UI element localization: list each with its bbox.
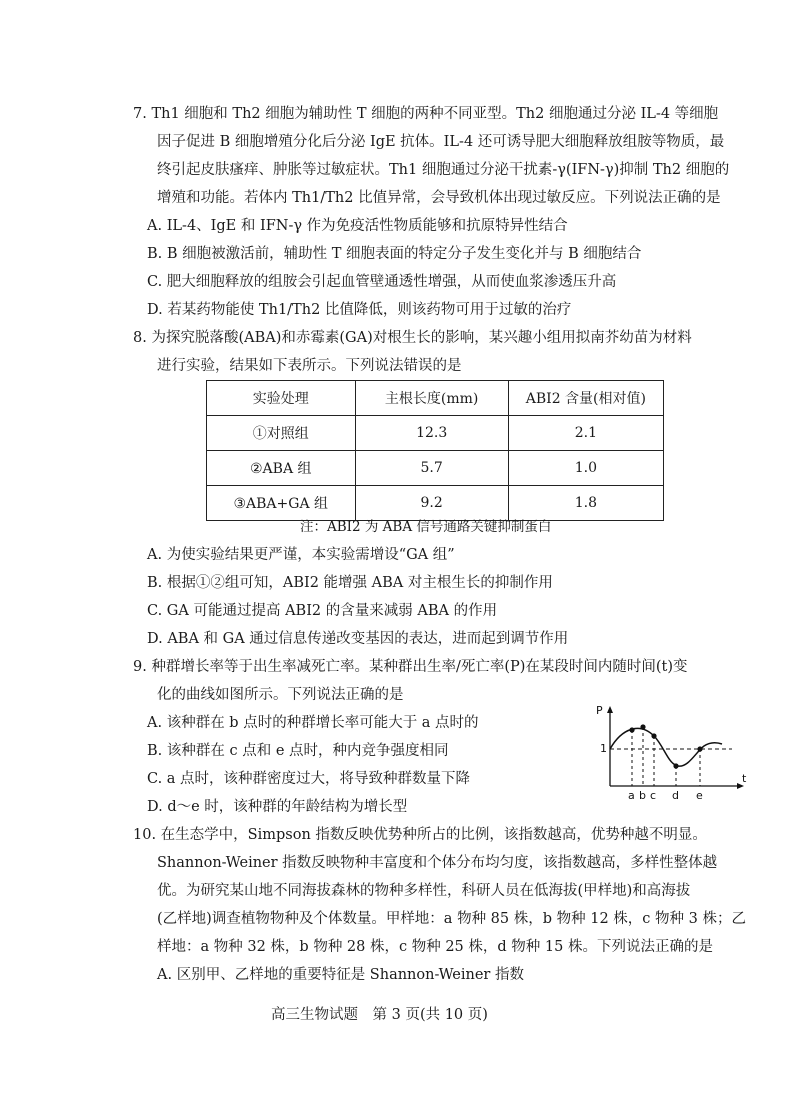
q8-stem-line-2: 进行实验，结果如下表所示。下列说法错误的是 bbox=[157, 358, 462, 374]
q7-option-d: D. 若某药物能使 Th1/Th2 比值降低，则该药物可用于过敏的治疗 bbox=[147, 302, 572, 318]
q8-option-c: C. GA 可能通过提高 ABI2 的含量来减弱 ABA 的作用 bbox=[147, 603, 498, 619]
q10-stem-line-5: 样地：a 物种 32 株，b 物种 28 株，c 物种 25 株，d 物种 15 株。下列说法正确的是 bbox=[157, 939, 713, 955]
table-cell: 1.8 bbox=[508, 486, 663, 521]
q10-stem-line-2: Shannon-Weiner 指数反映物种丰富度和个体分布均匀度，该指数越高，多样性整体越 bbox=[157, 855, 718, 871]
point-b bbox=[640, 724, 645, 729]
q9-option-a: A. 该种群在 b 点时的种群增长率可能大于 a 点时的 bbox=[147, 715, 479, 731]
q8-option-d: D. ABA 和 GA 通过信息传递改变基因的表达，进而起到调节作用 bbox=[147, 631, 569, 647]
reference-label: 1 bbox=[600, 742, 607, 755]
q9-option-d: D. d～e 时，该种群的年龄结构为增长型 bbox=[147, 799, 408, 815]
q8-option-b: B. 根据①②组可知，ABI2 能增强 ABA 对主根生长的抑制作用 bbox=[147, 575, 553, 591]
table-cell: 5.7 bbox=[355, 451, 508, 486]
page-footer: 高三生物试题 第 3 页(共 10 页) bbox=[271, 1007, 488, 1023]
q7-stem-line-3: 终引起皮肤瘙痒、肿胀等过敏症状。Th1 细胞通过分泌干扰素-γ(IFN-γ)抑制 Th2 细胞的 bbox=[157, 162, 730, 178]
q10-stem-line-4: (乙样地)调查植物物种及个体数量。甲样地：a 物种 85 株，b 物种 12 株，c 物种 3 株；乙 bbox=[157, 911, 746, 927]
point-label-a: a bbox=[628, 789, 635, 800]
q7-stem-line-2: 因子促进 B 细胞增殖分化后分泌 IgE 抗体。IL-4 还可诱导肥大细胞释放组胺等物质，最 bbox=[157, 134, 725, 150]
point-label-c: c bbox=[650, 789, 657, 800]
q9-stem-line-2: 化的曲线如图所示。下列说法正确的是 bbox=[157, 687, 404, 703]
q7-stem-line-4: 增殖和功能。若体内 Th1/Th2 比值异常，会导致机体出现过敏反应。下列说法正确的是 bbox=[157, 190, 721, 206]
q9-option-c: C. a 点时，该种群密度过大，将导致种群数量下降 bbox=[147, 771, 471, 787]
point-label-e: e bbox=[696, 789, 703, 800]
q8-results-table bbox=[206, 380, 664, 521]
q9-curve-graph bbox=[592, 700, 752, 800]
x-axis-label: t bbox=[742, 772, 747, 785]
table-cell: 2.1 bbox=[508, 416, 663, 451]
q8-option-a: A. 为使实验结果更严谨，本实验需增设“GA 组” bbox=[147, 547, 455, 563]
table-cell: ②ABA 组 bbox=[207, 451, 356, 486]
q9-option-b: B. 该种群在 c 点和 e 点时，种内竞争强度相同 bbox=[147, 743, 449, 759]
y-axis-label: P bbox=[596, 704, 603, 717]
q7-option-c: C. 肥大细胞释放的组胺会引起血管壁通透性增强，从而使血浆渗透压升高 bbox=[147, 274, 617, 290]
point-a bbox=[629, 727, 634, 732]
q9-stem-line-1: 9. 种群增长率等于出生率减死亡率。某种群出生率/死亡率(P)在某段时间内随时间(t)变 bbox=[133, 659, 688, 675]
table-row bbox=[207, 416, 664, 451]
curve bbox=[610, 728, 722, 766]
table-note: 注：ABI2 为 ABA 信号通路关键抑制蛋白 bbox=[300, 519, 552, 535]
point-e bbox=[697, 746, 702, 751]
table-header-cell: 实验处理 bbox=[207, 381, 356, 416]
q7-stem-line-1: 7. Th1 细胞和 Th2 细胞为辅助性 T 细胞的两种不同亚型。Th2 细胞通过分泌 IL-4 等细胞 bbox=[133, 106, 719, 122]
q7-option-b: B. B 细胞被激活前，辅助性 T 细胞表面的特定分子发生变化并与 B 细胞结合 bbox=[147, 246, 642, 262]
table-cell: 1.0 bbox=[508, 451, 663, 486]
y-axis-arrow bbox=[607, 706, 613, 713]
table-row bbox=[207, 451, 664, 486]
point-c bbox=[651, 733, 656, 738]
q7-option-a: A. IL-4、IgE 和 IFN-γ 作为免疫活性物质能够和抗原特异性结合 bbox=[147, 218, 568, 234]
q10-option-a: A. 区别甲、乙样地的重要特征是 Shannon-Weiner 指数 bbox=[157, 967, 524, 983]
point-label-d: d bbox=[672, 789, 679, 800]
table-cell: ③ABA+GA 组 bbox=[207, 486, 356, 521]
q10-stem-line-3: 优。为研究某山地不同海拔森林的物种多样性，科研人员在低海拔(甲样地)和高海拔 bbox=[157, 883, 691, 899]
table-cell: ①对照组 bbox=[207, 416, 356, 451]
q8-stem-line-1: 8. 为探究脱落酸(ABA)和赤霉素(GA)对根生长的影响，某兴趣小组用拟南芥幼苗为材料 bbox=[133, 330, 692, 346]
table-cell: 12.3 bbox=[355, 416, 508, 451]
table-header-row bbox=[207, 381, 664, 416]
table-header-cell: ABI2 含量(相对值) bbox=[508, 381, 663, 416]
point-d bbox=[673, 763, 678, 768]
point-label-b: b bbox=[639, 789, 646, 800]
q10-stem-line-1: 10. 在生态学中，Simpson 指数反映优势种所占的比例，该指数越高，优势种越不明显。 bbox=[133, 827, 707, 843]
table-header-cell: 主根长度(mm) bbox=[355, 381, 508, 416]
table-cell: 9.2 bbox=[355, 486, 508, 521]
